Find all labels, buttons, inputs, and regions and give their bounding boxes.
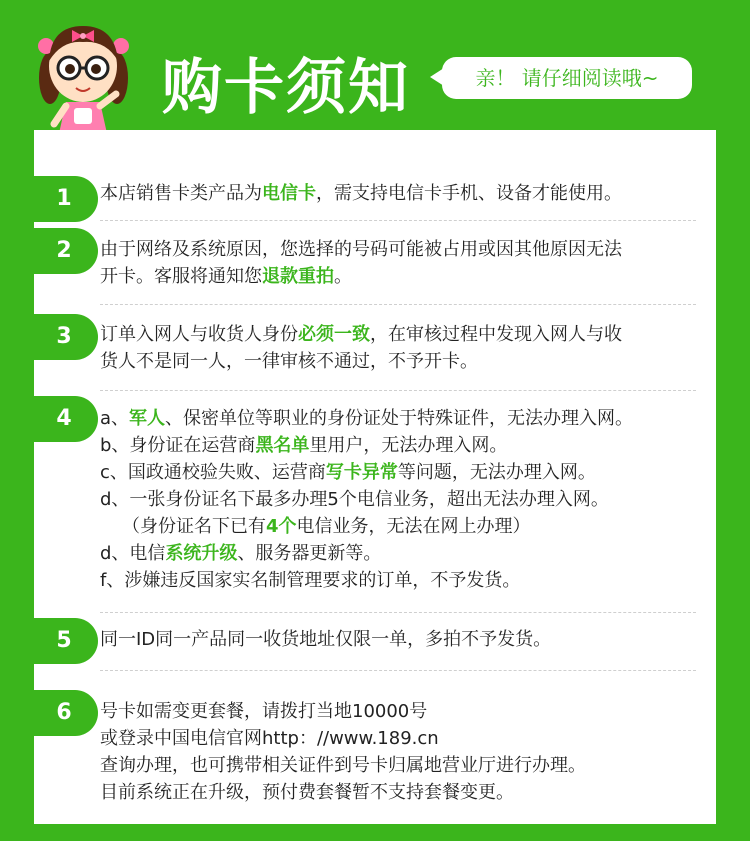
line-text: 查询办理，也可携带相关证件到号卡归属地营业厅进行办理。: [100, 755, 586, 776]
line-text: 货人不是同一人，一律审核不通过，不予开卡。: [100, 351, 478, 372]
line-text: 目前系统正在升级，预付费套餐暂不支持套餐变更。: [100, 782, 514, 803]
line-text: 订单入网人与收货人身份: [100, 324, 298, 345]
line-text: b、身份证在运营商: [100, 435, 256, 456]
highlight-text: 黑名单: [255, 435, 310, 456]
item-line: [100, 263, 740, 290]
line-text: 等问题，无法办理入网。: [397, 462, 596, 483]
highlight-text: 军人: [129, 408, 166, 429]
speech-bubble: 亲！ 请仔细阅读哦~: [442, 57, 692, 99]
highlight-text: 电信卡: [262, 183, 316, 204]
line-text: 开卡。客服将通知您: [100, 266, 262, 287]
item-line: [100, 513, 740, 540]
line-text: 。: [334, 266, 352, 287]
line-text: 同一ID同一产品同一收货地址仅限一单，多拍不予发货。: [100, 629, 552, 650]
item-line: [100, 725, 740, 752]
item-text: [100, 626, 740, 653]
item-text: [100, 698, 740, 806]
dashed-divider: [100, 612, 696, 613]
highlight-text: 4个: [266, 516, 297, 537]
item-line: [100, 236, 740, 263]
line-text: （身份证名下已有: [122, 516, 266, 537]
item-text: [100, 405, 740, 594]
item-text: [100, 236, 740, 290]
line-text: 、保密单位等职业的身份证处于特殊证件，无法办理入网。: [165, 408, 634, 429]
item-number-badge: 2: [30, 228, 98, 274]
item-line: [100, 321, 740, 348]
dashed-divider: [100, 220, 696, 221]
item-line: [100, 405, 740, 432]
item-line: [100, 626, 740, 653]
highlight-text: 必须一致: [298, 324, 370, 345]
item-line: [100, 779, 740, 806]
page-title: 购卡须知: [162, 53, 410, 123]
item-text: [100, 180, 740, 207]
highlight-text: 系统升级: [165, 543, 238, 564]
line-text: 里用户，无法办理入网。: [309, 435, 508, 456]
line-text: ，在审核过程中发现入网人与收: [370, 324, 622, 345]
line-text: 由于网络及系统原因，您选择的号码可能被占用或因其他原因无法: [100, 239, 622, 260]
item-line: [100, 459, 740, 486]
line-text: c、国政通校验失败、运营商: [100, 462, 326, 483]
item-line: [100, 180, 740, 207]
line-text: d、电信: [100, 543, 166, 564]
item-number-badge: 3: [30, 314, 98, 360]
item-line: [100, 698, 740, 725]
item-line: [100, 567, 740, 594]
line-text: 电信业务，无法在网上办理）: [296, 516, 531, 537]
highlight-text: 退款重拍: [262, 266, 334, 287]
line-text: 、服务器更新等。: [237, 543, 382, 564]
item-number-badge: 1: [30, 176, 98, 222]
item-line: [100, 752, 740, 779]
line-text: f、涉嫌违反国家实名制管理要求的订单，不予发货。: [100, 570, 521, 591]
line-text: ，需支持电信卡手机、设备才能使用。: [316, 183, 622, 204]
line-text: 本店销售卡类产品为: [100, 183, 262, 204]
dashed-divider: [100, 390, 696, 391]
line-text: 或登录中国电信官网http：//www.189.cn: [100, 728, 439, 749]
header: [0, 0, 750, 130]
item-line: [100, 540, 740, 567]
item-line: [100, 348, 740, 375]
item-number-badge: 4: [30, 396, 98, 442]
dashed-divider: [100, 304, 696, 305]
item-line: [100, 432, 740, 459]
line-text: a、: [100, 408, 130, 429]
item-line: [100, 486, 740, 513]
dashed-divider: [100, 670, 696, 671]
line-text: d、一张身份证名下最多办理5个电信业务，超出无法办理入网。: [100, 489, 609, 510]
item-text: [100, 321, 740, 375]
item-number-badge: 5: [30, 618, 98, 664]
item-number-badge: 6: [30, 690, 98, 736]
highlight-text: 写卡异常: [325, 462, 398, 483]
line-text: 号卡如需变更套餐，请拨打当地10000号: [100, 701, 428, 722]
